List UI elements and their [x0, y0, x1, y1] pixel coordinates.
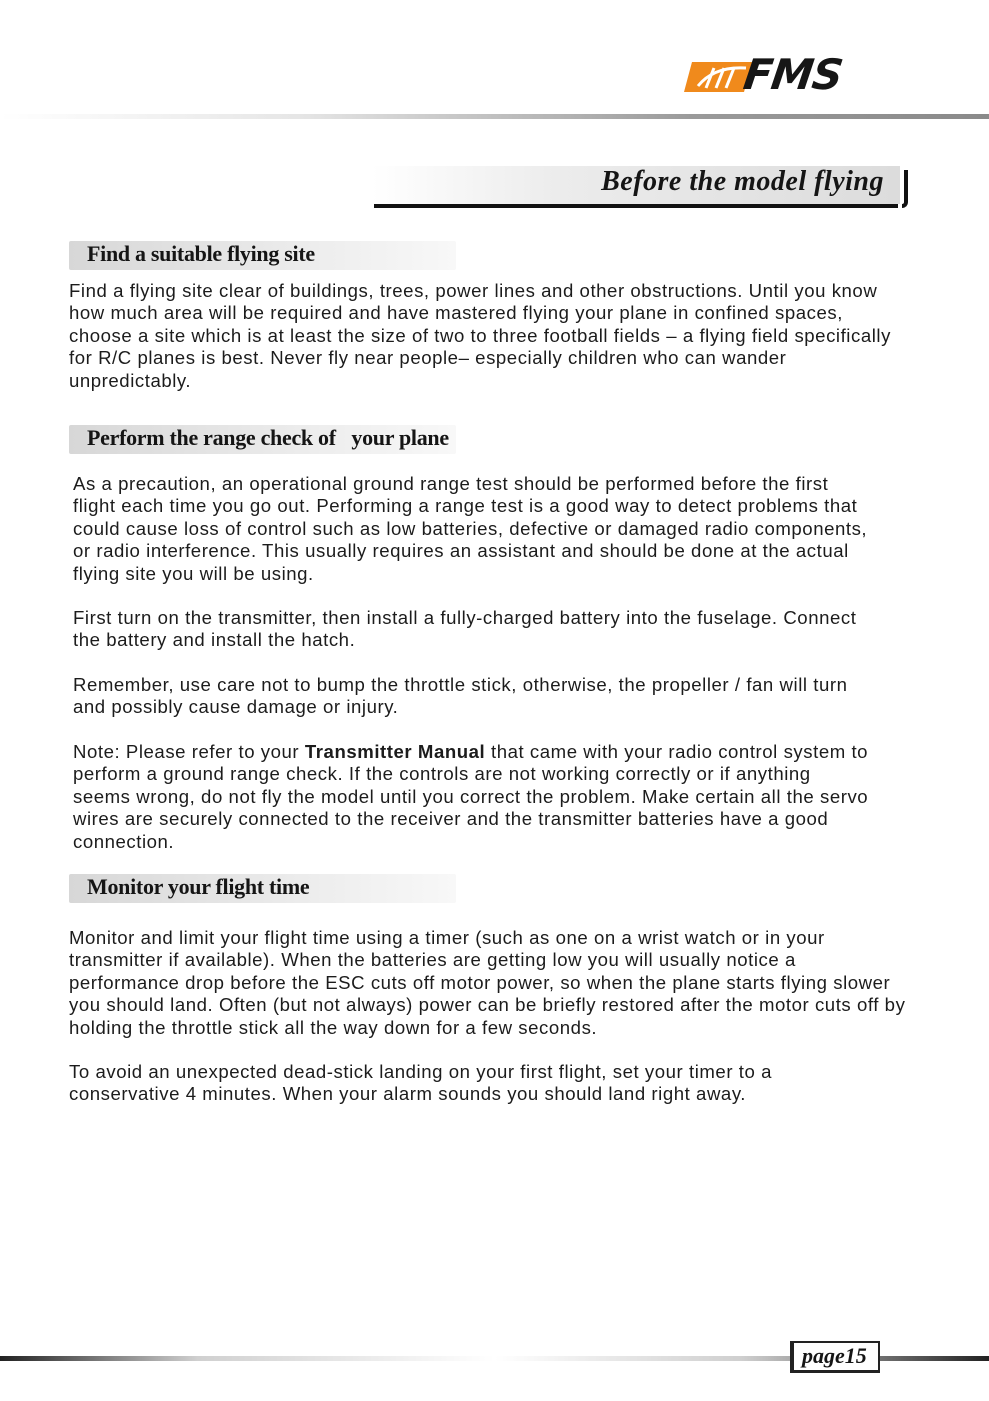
paragraph-throttle-warning: Remember, use care not to bump the throttle stick, otherwise, the propeller / fan will turn and possibly cause damage or injury.	[73, 674, 848, 718]
logo-text: FMS	[740, 50, 846, 99]
paragraph-flight-time: Monitor and limit your flight time using a timer (such as one on a wrist watch or in your transmitter if available). When the batteries are getting low you will usually notice a performance drop before the ESC cuts off motor power, so when the plane starts flying slower you should land. Often (but not always) power can be briefly restored after the motor cuts off by holding the throttle stick all the way down for a few seconds.	[69, 927, 906, 1038]
note-suffix: that came with your radio control system to perform a ground range check. If the controls are not working correctly or if anything seems wrong, do not fly the model until you correct the problem. Make certain all the servo wires are securely connected to the receiver and the transmitter batteries have a good connection.	[73, 741, 869, 852]
page-number: page15	[802, 1343, 867, 1368]
paragraph-transmitter-setup: First turn on the transmitter, then install a fully-charged battery into the fuselage. Connect the battery and install the hatch.	[73, 607, 857, 651]
section-heading-flying-site	[69, 241, 456, 270]
paragraph-range-test: As a precaution, an operational ground range test should be performed before the first flight each time you go out. Performing a range test is a good way to detect problems that could cause loss of control such as low batteries, defective or damaged radio components, or radio interference. This usually requires an assistant and should be done at the actual flying site you will be using.	[73, 473, 868, 584]
banner-underline	[374, 204, 898, 208]
section-banner	[372, 164, 908, 210]
section-heading-range-check	[69, 425, 456, 454]
note-prefix: Note: Please refer to your	[73, 741, 305, 762]
note-transmitter-manual: Transmitter Manual	[304, 741, 486, 762]
section-heading-flight-time	[69, 874, 456, 903]
header-rule	[0, 114, 989, 119]
paragraph-flying-site: Find a flying site clear of buildings, trees, power lines and other obstructions. Until you know how much area will be required and have mastered flying your plane in confined spaces, choose a site which is at least the size of two to three football fields – a flying field specifically for R/C planes is best. Never fly near people– especially children who can wander unpredictably.	[69, 280, 891, 391]
page-title: Before the model flying	[601, 166, 884, 197]
fms-logo	[684, 50, 878, 99]
banner-hook	[902, 170, 908, 208]
paragraph-dead-stick: To avoid an unexpected dead-stick landing on your first flight, set your timer to a conservative 4 minutes. When your alarm sounds you should land right away.	[69, 1061, 772, 1105]
page-number-box	[790, 1341, 880, 1373]
section-heading-label: Find a suitable flying site	[87, 241, 315, 266]
section-heading-label: Monitor your flight time	[87, 874, 310, 899]
section-heading-label: Perform the range check of your plane	[87, 425, 449, 450]
paragraph-note	[73, 741, 873, 853]
